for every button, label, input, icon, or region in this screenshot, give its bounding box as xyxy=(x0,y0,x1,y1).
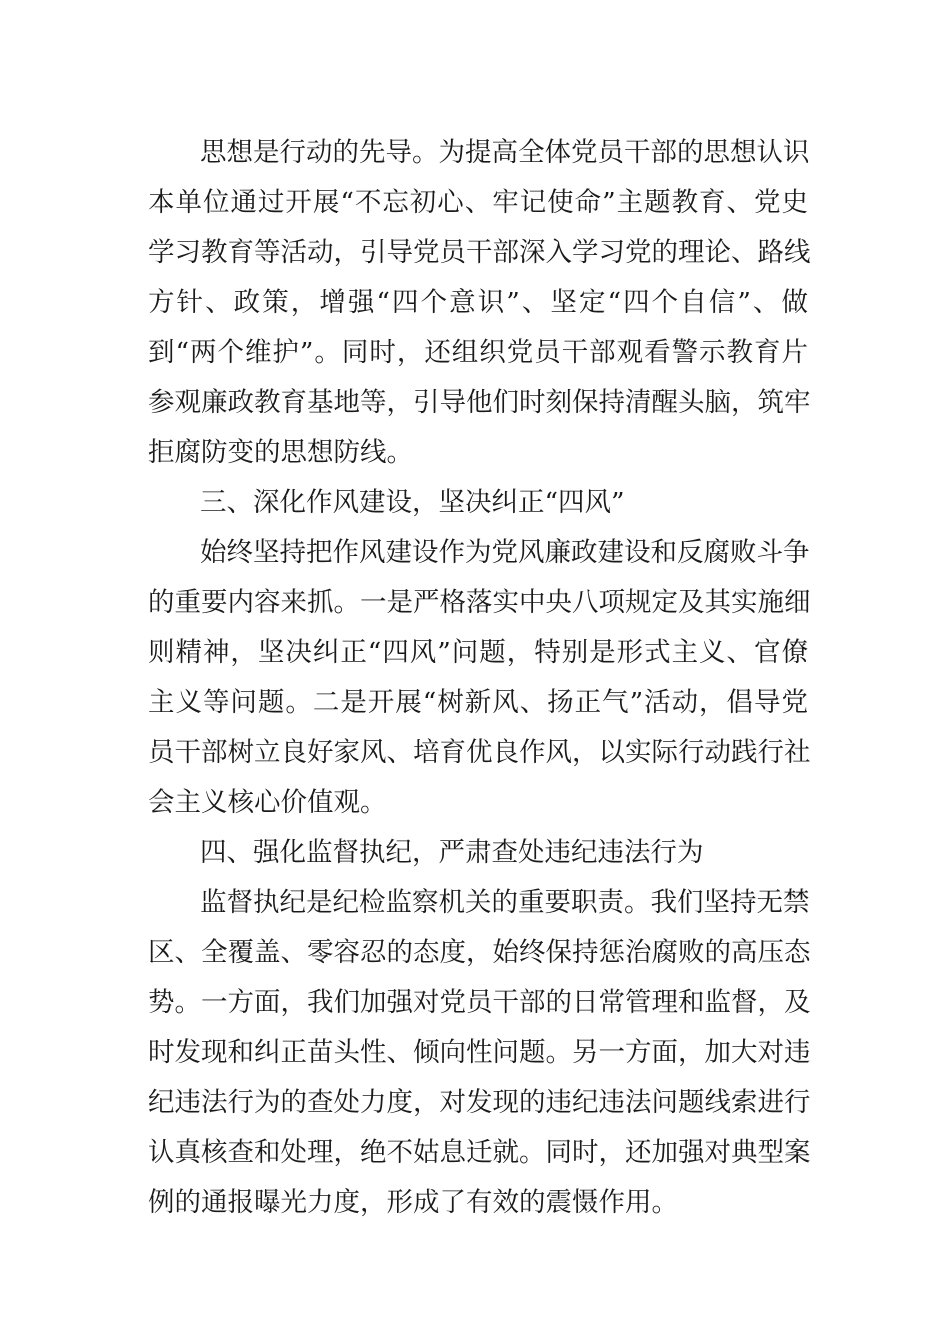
section-heading: 四、强化监督执纪，严肃查处违纪违法行为 xyxy=(200,837,704,868)
paragraph-line: 主义等问题。二是开展“树新风、扬正气”活动，倡导党 xyxy=(148,687,808,718)
paragraph-line: 则精神，坚决纠正“四风”问题，特别是形式主义、官僚 xyxy=(148,637,808,668)
paragraph-line: 会主义核心价值观。 xyxy=(148,787,387,818)
paragraph-line: 方针、政策，增强“四个意识”、坚定“四个自信”、做 xyxy=(148,287,808,318)
paragraph-line: 纪违法行为的查处力度，对发现的违纪违法问题线索进行 xyxy=(148,1087,811,1118)
paragraph-line: 势。一方面，我们加强对党员干部的日常管理和监督，及 xyxy=(148,987,811,1018)
paragraph-line: 拒腐防变的思想防线。 xyxy=(148,437,413,468)
paragraph-line: 学习教育等活动，引导党员干部深入学习党的理论、路线 xyxy=(148,237,811,268)
section-heading: 三、深化作风建设，坚决纠正“四风” xyxy=(200,487,625,518)
paragraph-line: 监督执纪是纪检监察机关的重要职责。我们坚持无禁 xyxy=(200,887,810,918)
paragraph-line: 始终坚持把作风建设作为党风廉政建设和反腐败斗争 xyxy=(200,537,810,568)
paragraph-line: 到“两个维护”。同时，还组织党员干部观看警示教育片 xyxy=(148,337,808,368)
paragraph-line: 例的通报曝光力度，形成了有效的震慑作用。 xyxy=(148,1187,678,1218)
paragraph-line: 认真核查和处理，绝不姑息迁就。同时，还加强对典型案 xyxy=(148,1137,811,1168)
paragraph-line: 本单位通过开展“不忘初心、牢记使命”主题教育、党史 xyxy=(148,187,808,218)
paragraph-line: 的重要内容来抓。一是严格落实中央八项规定及其实施细 xyxy=(148,587,811,618)
paragraph-line: 思想是行动的先导。为提高全体党员干部的思想认识 xyxy=(200,137,810,168)
paragraph-line: 区、全覆盖、零容忍的态度，始终保持惩治腐败的高压态 xyxy=(148,937,811,968)
paragraph-line: 参观廉政教育基地等，引导他们时刻保持清醒头脑，筑牢 xyxy=(148,387,811,418)
paragraph-line: 员干部树立良好家风、培育优良作风，以实际行动践行社 xyxy=(148,737,811,768)
paragraph-line: 时发现和纠正苗头性、倾向性问题。另一方面，加大对违 xyxy=(148,1037,811,1068)
